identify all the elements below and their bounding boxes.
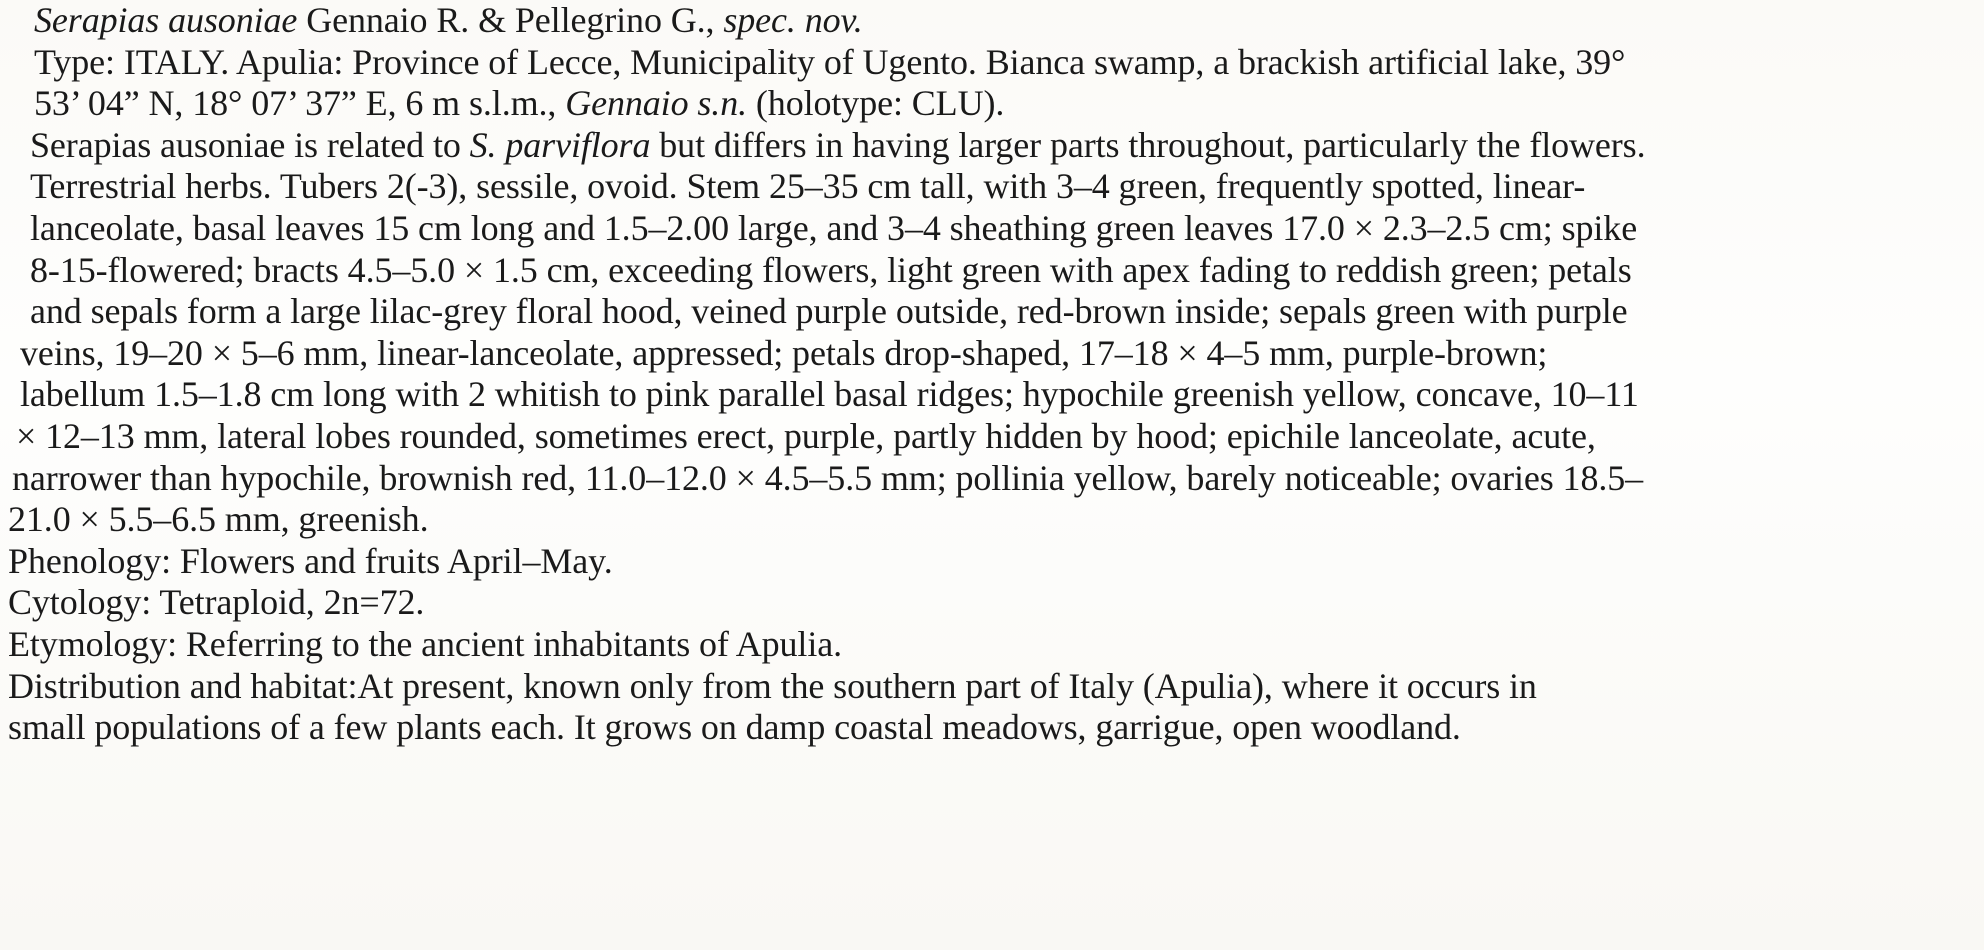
type-coordinates: 53’ 04” N, 18° 07’ 37” E, 6 m s.l.m., [34, 83, 566, 124]
description-line: 8-15-flowered; bracts 4.5–5.0 × 1.5 cm, exceeding flowers, light green with apex fading to reddish green; petals [30, 249, 1632, 290]
comparison-taxon: S. parviflora [469, 124, 651, 165]
description-line: labellum 1.5–1.8 cm long with 2 whitish to pink parallel basal ridges; hypochile greenish yellow, concave, 10–11 [20, 374, 1639, 415]
type-line: Type: ITALY. Apulia: Province of Lecce, Municipality of Ugento. Bianca swamp, a brackish artificial lake, 39° [34, 41, 1626, 82]
type-line [8, 83, 1968, 125]
phenology-line: Phenology: Flowers and fruits April–May. [8, 540, 613, 581]
species-description [8, 0, 1968, 749]
description-line: lanceolate, basal leaves 15 cm long and 1.5–2.00 large, and 3–4 sheathing green leaves 17.0 × 2.3–2.5 cm; spike [30, 207, 1638, 248]
type-collector: Gennaio s.n. [565, 83, 747, 124]
description-line: 21.0 × 5.5–6.5 mm, greenish. [8, 499, 429, 540]
comparison-line [8, 125, 1968, 167]
description-line: Terrestrial herbs. Tubers 2(-3), sessile, ovoid. Stem 25–35 cm tall, with 3–4 green, frequently spotted, linear- [30, 166, 1586, 207]
comparison-post: but differs in having larger parts throughout, particularly the flowers. [650, 124, 1646, 165]
cytology-line: Cytology: Tetraploid, 2n=72. [8, 582, 425, 623]
species-heading [8, 0, 1968, 42]
species-name: Serapias ausoniae [34, 0, 298, 40]
type-holotype: (holotype: CLU). [747, 83, 1005, 124]
distribution-line: small populations of a few plants each. It grows on damp coastal meadows, garrigue, open woodland. [8, 707, 1461, 748]
distribution-line: Distribution and habitat:At present, known only from the southern part of Italy (Apulia), where it occurs in [8, 665, 1537, 706]
species-status: spec. nov. [723, 0, 863, 40]
description-line: narrower than hypochile, brownish red, 11.0–12.0 × 4.5–5.5 mm; pollinia yellow, barely noticeable; ovaries 18.5– [12, 457, 1644, 498]
species-authors: Gennaio R. & Pellegrino G., [306, 0, 715, 40]
etymology-line: Etymology: Referring to the ancient inhabitants of Apulia. [8, 623, 843, 664]
description-line: × 12–13 mm, lateral lobes rounded, sometimes erect, purple, partly hidden by hood; epichile lanceolate, acute, [16, 415, 1596, 456]
comparison-pre: Serapias ausoniae is related to [30, 124, 470, 165]
description-line: veins, 19–20 × 5–6 mm, linear-lanceolate, appressed; petals drop-shaped, 17–18 × 4–5 mm, purple-brown; [20, 332, 1548, 373]
description-line: and sepals form a large lilac-grey floral hood, veined purple outside, red-brown inside; sepals green with purple [30, 291, 1628, 332]
